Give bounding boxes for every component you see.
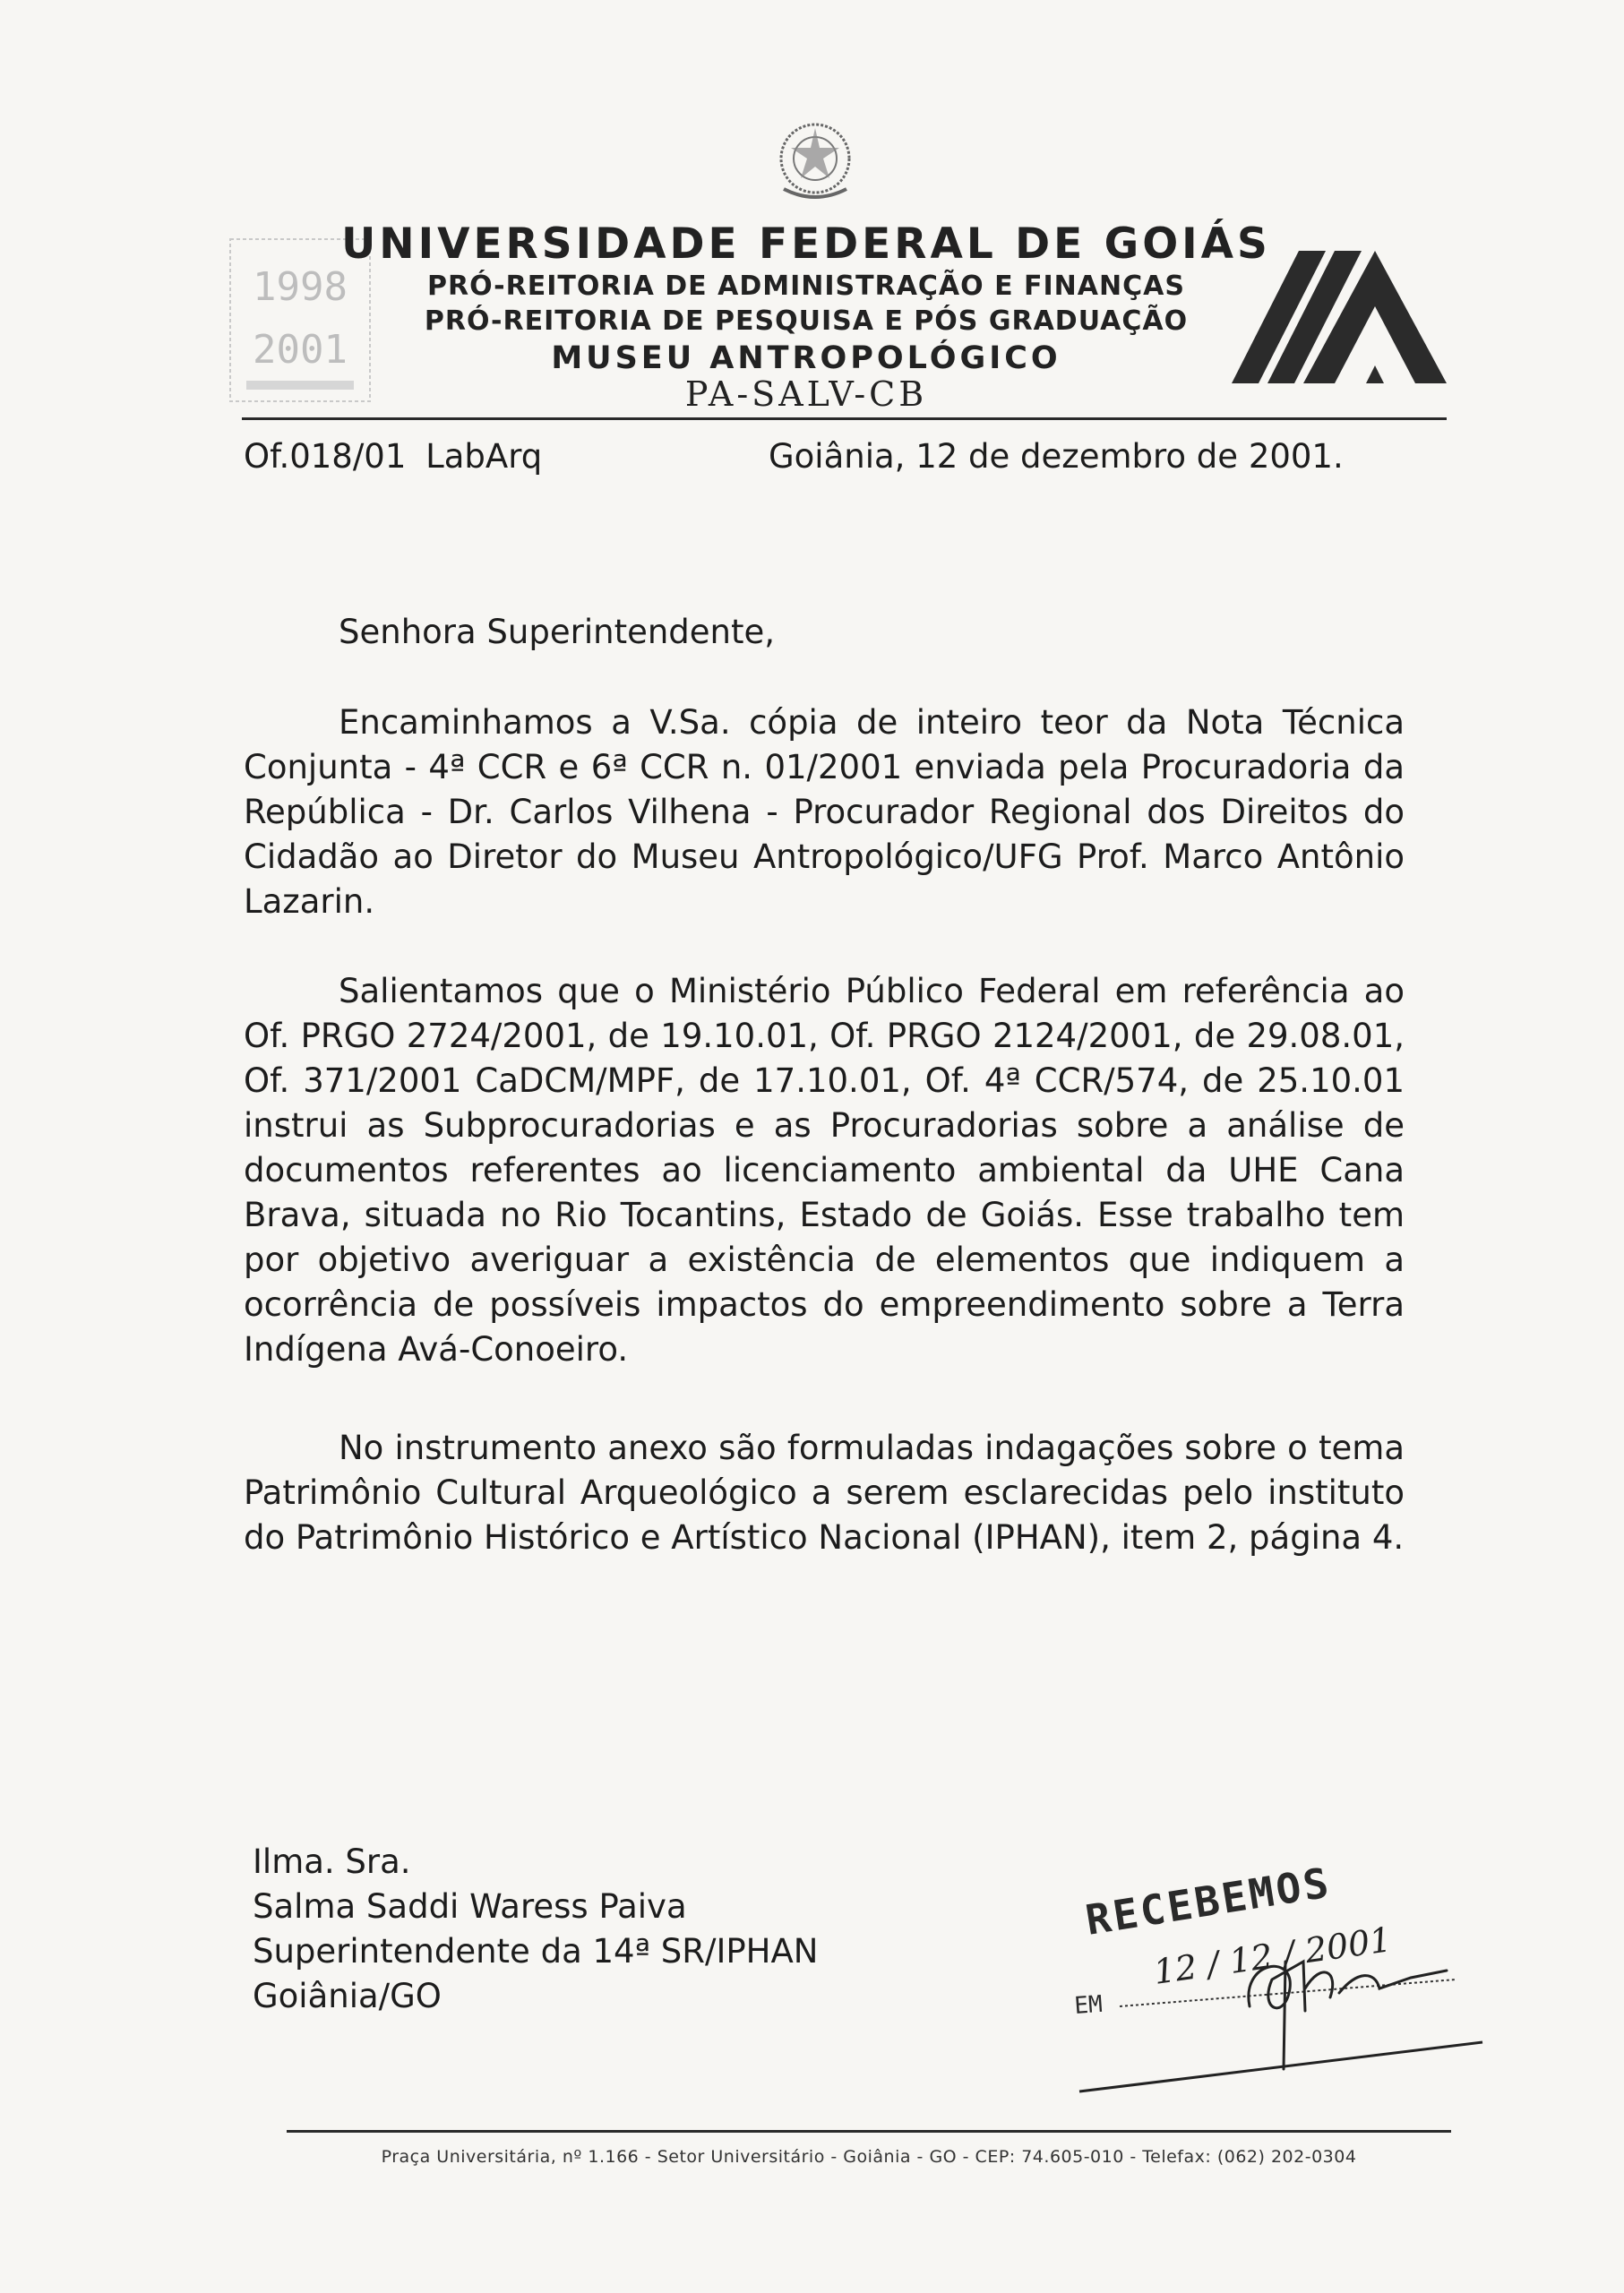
received-stamp-label: RECEBEMOS [1082,1858,1335,1945]
museum-logo-icon [1232,251,1447,385]
received-stamp-date: 12 / 12 / 2001 [1151,1919,1394,1992]
footer-divider [287,2130,1451,2133]
header-divider [242,417,1447,420]
paragraph-3: No instrumento anexo são formuladas indagações sobre o tema Patrimônio Cultural Arqueológico a serem esclarecidas pelo instituto do Patrimônio Histórico e Artístico Nacional (IPHAN), item 2, página 4. [244,1429,1405,1557]
coat-of-arms-icon [766,112,864,210]
addressee-title: Superintendente da 14ª SR/IPHAN [253,1932,819,1971]
received-stamp-em: EM [1073,1990,1104,2020]
paragraph-1: Encaminhamos a V.Sa. cópia de inteiro teor da Nota Técnica Conjunta - 4ª CCR e 6ª CCR n. 01/2001 enviada pela Procuradoria da República - Dr. Carlos Vilhena - Procurador Regional dos Direitos do Cidadão ao Diretor do Museu Antropológico/UFG Prof. Marco Antônio Lazarin. [244,703,1405,921]
addressee-city: Goiânia/GO [253,1977,442,2015]
addressee-block [253,1840,818,2019]
greeting: Senhora Superintendente, [339,613,776,651]
office-reference: Of.018/01 LabArq [244,437,543,476]
addressee-salutation: Ilma. Sra. [253,1842,411,1881]
received-stamp [1070,1854,1491,2096]
pro-reitoria-administracao: PRÓ-REITORIA DE ADMINISTRAÇÃO E FINANÇAS [427,271,1185,302]
svg-text:2001: 2001 [253,327,348,373]
svg-text:1998: 1998 [253,264,348,310]
date-line: Goiânia, 12 de dezembro de 2001. [769,437,1344,476]
addressee-name: Salma Saddi Waress Paiva [253,1887,687,1926]
university-name: UNIVERSIDADE FEDERAL DE GOIÁS [341,219,1271,269]
document-code: PA-SALV-CB [684,374,928,414]
footer-address: Praça Universitária, nº 1.166 - Setor Universitário - Goiânia - GO - CEP: 74.605-010 - Telefax: (062) 202-0304 [381,2147,1357,2167]
handwritten-signature [1249,1962,1447,2069]
museum-name: MUSEU ANTROPOLÓGICO [551,340,1061,376]
pro-reitoria-pesquisa: PRÓ-REITORIA DE PESQUISA E PÓS GRADUAÇÃO [424,305,1189,337]
paragraph-2: Salientamos que o Ministério Público Federal em referência ao Of. PRGO 2724/2001, de 19.10.01, Of. PRGO 2124/2001, de 29.08.01, Of. 371/2001 CaDCM/MPF, de 17.10.01, Of. 4ª CCR/574, de 25.10.01 instrui as Subprocuradorias e as Procuradorias sobre a análise de documentos referentes ao licenciamento ambiental da UHE Cana Brava, situada no Rio Tocantins, Estado de Goiás. Esse trabalho tem por objetivo averiguar a existência de elementos que indiquem a ocorrência de possíveis impactos do empreendimento sobre a Terra Indígena Avá-Conoeiro. [244,972,1405,1369]
